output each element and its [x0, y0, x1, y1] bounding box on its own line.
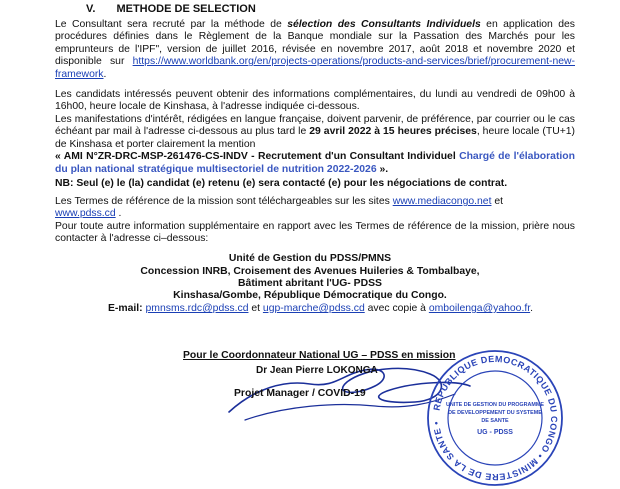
email-line: [108, 303, 588, 315]
address-line-3: Bâtiment abritant l'UG- PDSS: [238, 278, 382, 289]
pdss-link[interactable]: www.pdss.cd: [55, 208, 116, 220]
text: et: [491, 196, 504, 207]
address-line-2: Concession INRB, Croisement des Avenues Huileries & Tombalbaye,: [140, 266, 480, 277]
address-line-4: Kinshasa/Gombe, République Démocratique du Congo.: [173, 290, 447, 301]
email-label: E-mail:: [108, 303, 146, 314]
signatory-role: Projet Manager / COVID-19: [234, 388, 366, 399]
mediacongo-link[interactable]: www.mediacongo.net: [392, 196, 492, 207]
section-heading: [86, 3, 256, 15]
text: avec copie à: [364, 303, 429, 314]
paragraph-terms: [55, 196, 575, 246]
email-pmnsms[interactable]: pmnsms.rdc@pdss.cd: [145, 303, 249, 314]
paragraph-method: [55, 19, 575, 81]
worldbank-link[interactable]: https://www.worldbank.org/en/projects-operations/products-and-services/brief/procurement-new-framework: [55, 56, 575, 80]
official-stamp: [425, 348, 565, 488]
stamp-ring-text: REPUBLIQUE DEMOCRATIQUE DU CONGO • MINISTERE DE LA SANTE •: [431, 353, 560, 483]
signature-for: Pour le Coordonnateur National UG – PDSS en mission: [183, 350, 456, 361]
paragraph-submission: [55, 114, 575, 176]
reference-close: ».: [376, 163, 389, 175]
stamp-line-1: UNITE DE GESTION DU PROGRAMME: [446, 402, 544, 408]
nb-note: NB: Seul (e) le (la) candidat (e) retenu (e) sera contacté (e) pour les négociations de contrat.: [55, 178, 508, 189]
signatory-name: Dr Jean Pierre LOKONGA: [256, 365, 378, 376]
text: .: [530, 303, 533, 314]
text: Pour toute autre information supplémentaire en rapport avec les Termes de référence de la mission, prière nous contacter à l'adresse ci–dessous:: [55, 220, 575, 245]
text: , heure locale (TU+1) de Kinshasa et porter clairement la mention: [55, 126, 576, 150]
section-title: METHODE DE SELECTION: [116, 3, 256, 15]
text: et: [248, 303, 263, 314]
paragraph-info: Les candidats intéressés peuvent obtenir des informations complémentaires, du lundi au vendredi de 09h00 à 16h00, heure locale de Kinshasa, à l'adresse indiquée ci-dessous.: [55, 89, 575, 113]
text: Les Termes de référence de la mission sont téléchargeables sur les sites: [55, 196, 393, 207]
stamp-line-2: DE DEVELOPPEMENT DU SYSTEME: [448, 410, 542, 416]
address-line-1: Unité de Gestion du PDSS/PMNS: [228, 253, 392, 264]
text: Le Consultant sera recruté par la méthode de: [55, 19, 288, 30]
text: .: [103, 68, 107, 80]
reference-open: « AMI N°ZR-DRC-MSP-261476-CS-INDV - Recrutement d'un Consultant Individuel: [55, 151, 460, 163]
text: .: [115, 208, 122, 220]
section-number: V.: [86, 3, 96, 15]
stamp-line-4: UG - PDSS: [477, 429, 513, 436]
stamp-line-3: DE SANTE: [481, 418, 509, 424]
email-omboilenga[interactable]: omboilenga@yahoo.fr: [428, 303, 531, 314]
email-ugp-marche[interactable]: ugp-marche@pdss.cd: [262, 303, 365, 314]
reference-title: Chargé de l'élaboration du plan national stratégique multisectoriel de nutrition 2022-2026: [55, 151, 575, 175]
method-emphasis: sélection des Consultants Individuels: [287, 19, 481, 30]
deadline: 29 avril 2022 à 15 heures précises: [309, 126, 477, 138]
text: en application des procédures définies dans le Règlement de la Banque mondiale sur la Passation des Marchés pour les emprunteurs de l'IPF", version de juillet 2016, révisée en novembre 2017, août 2018 et novembre 2020 et disponible sur: [55, 19, 575, 68]
text: Les manifestations d'intérêt, rédigées en langue française, doivent parvenir, de préférence, par courrier ou le cas échéant par mail à l'adresse ci-dessous au plus tard le: [55, 114, 575, 138]
